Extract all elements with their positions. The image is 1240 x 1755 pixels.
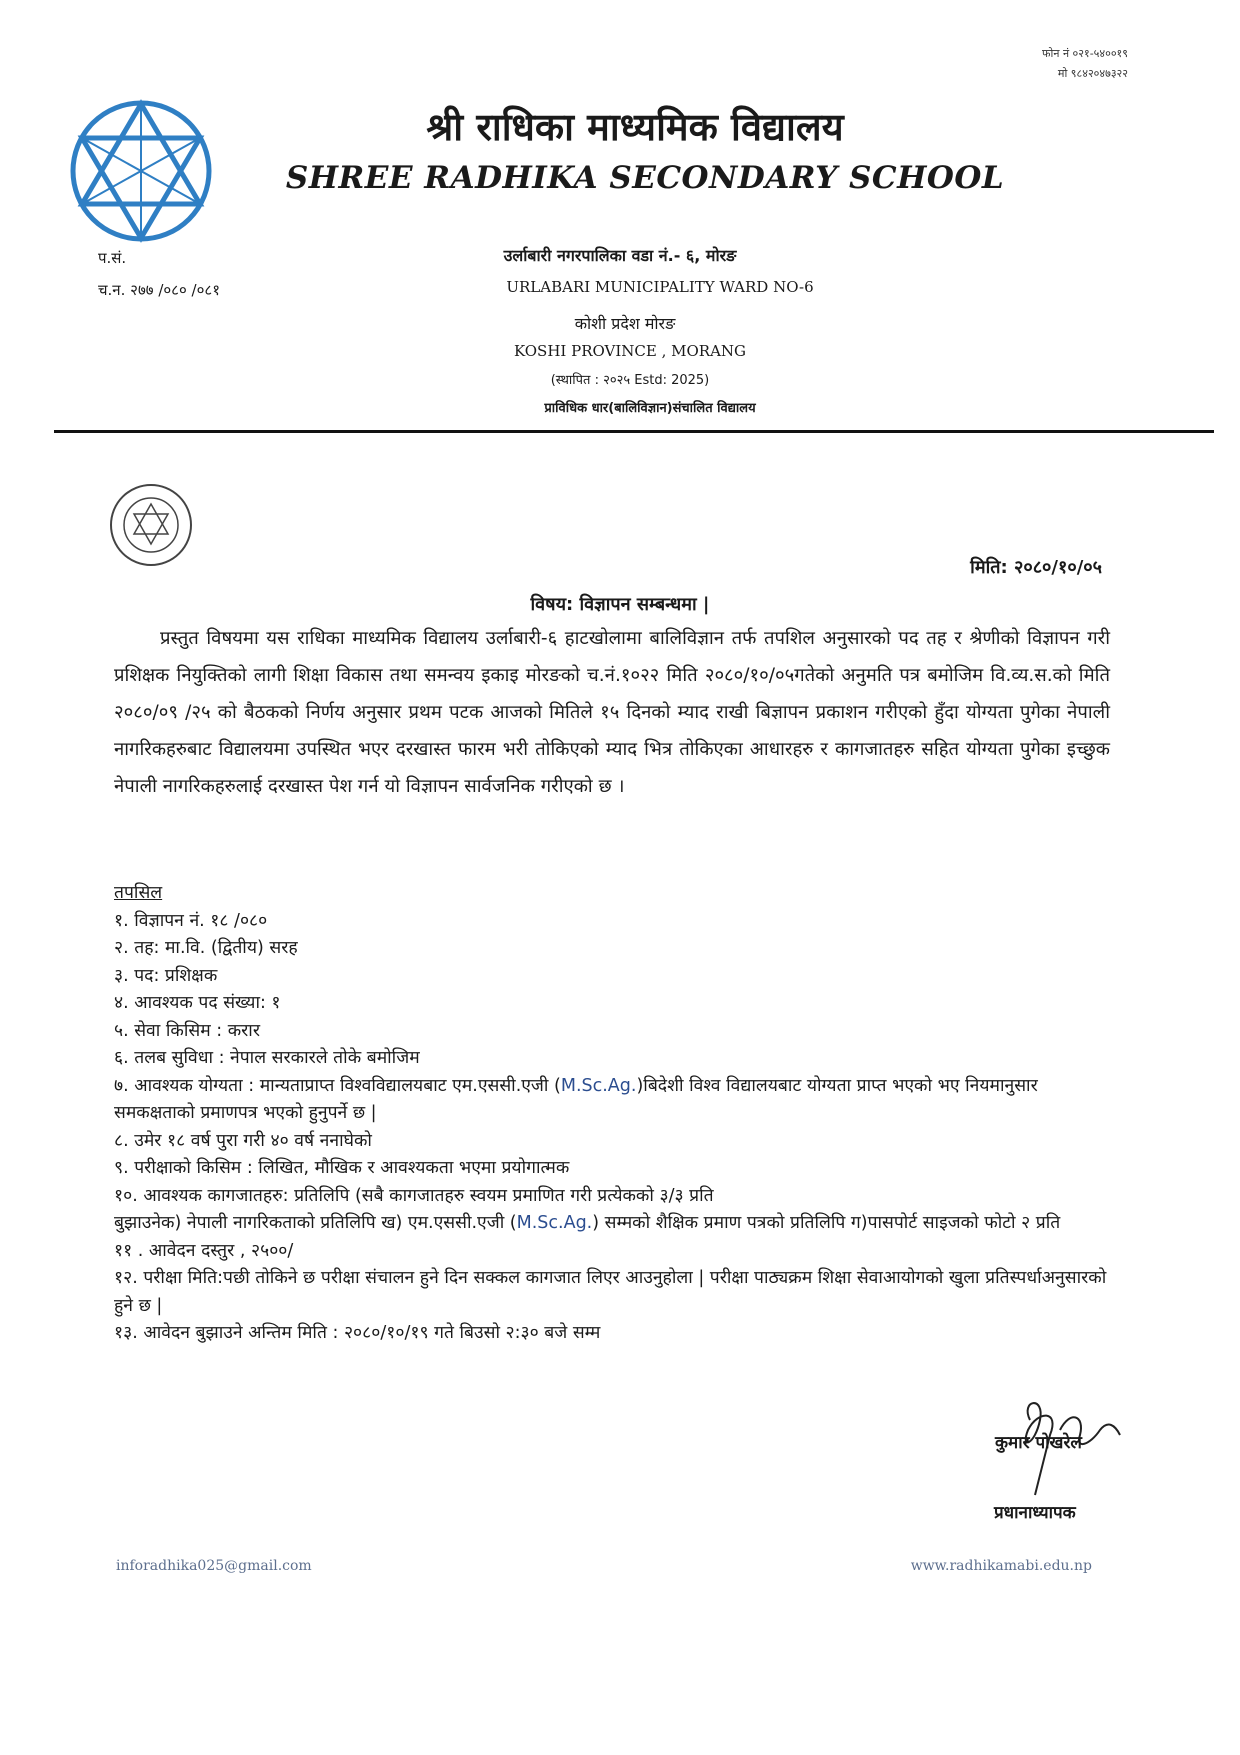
- list-item: ११ . आवेदन दस्तुर , २५००/: [114, 1240, 294, 1261]
- list-item: ५. सेवा किसिम : करार: [114, 1020, 260, 1041]
- list-item: १. विज्ञापन नं. १८ /०८०: [114, 910, 268, 931]
- qualification-abbrev: M.Sc.Ag.: [516, 1213, 593, 1233]
- qualification-abbrev: M.Sc.Ag.: [560, 1075, 637, 1096]
- list-item: [114, 1073, 1124, 1128]
- list-item: ८. उमेर १८ वर्ष पुरा गरी ४० वर्ष ननाघेको: [114, 1130, 372, 1151]
- province-english: KOSHI PROVINCE , MORANG: [513, 342, 747, 360]
- list-item: ३. पद: प्रशिक्षक: [114, 965, 218, 986]
- details-list: [114, 880, 1124, 1348]
- list-item: ९. परीक्षाको किसिम : लिखित, मौखिक र आवश्यकता भएमा प्रयोगात्मक: [114, 1158, 570, 1178]
- letter-body: [114, 620, 1110, 805]
- list-item: ४. आवश्यक पद संख्या: १: [114, 993, 281, 1013]
- phone-number: फोन नं ०२१-५४००१९: [1042, 47, 1128, 60]
- list-item: १३. आवेदन बुझाउने अन्तिम मिति : २०८०/१०/१९ गते बिउसो २:३० बजे सम्म: [114, 1323, 601, 1343]
- list-item-text: ७. आवश्यक योग्यता : मान्यताप्राप्त विश्वविद्यालयबाट एम.एससी.एजी (: [114, 1075, 561, 1096]
- address-english: URLABARI MUNICIPALITY WARD NO-6: [506, 278, 814, 296]
- letter-subject: विषय: विज्ञापन सम्बन्धमा |: [530, 594, 710, 615]
- province-nepali: कोशी प्रदेश मोरङ: [574, 314, 676, 333]
- details-heading: तपसिल: [114, 883, 163, 903]
- list-item: १०. आवश्यक कागजातहरु: प्रतिलिपि (सबै कागजातहरु स्वयम प्रमाणित गरी प्रत्येकको ३/३ प्रति: [114, 1185, 714, 1206]
- contact-block: [1042, 44, 1128, 84]
- list-item-text: )बिदेशी विश्व विद्यालयबाट योग्यता प्राप्त भएको भए नियमानुसार समकक्षताको प्रमाणपत्र भएको हुनुपर्ने छ |: [114, 1075, 1038, 1123]
- signatory-name: कुमार पोखरेल: [995, 1433, 1082, 1453]
- school-seal-icon: [108, 482, 194, 568]
- footer-website[interactable]: www.radhikamabi.edu.np: [910, 1558, 1092, 1574]
- list-item: २. तह: मा.वि. (द्वितीय) सरह: [114, 938, 298, 958]
- school-name-nepali: श्री राधिका माध्यमिक विद्यालय: [426, 105, 844, 149]
- mobile-number: मो ९८४२०४७३२२: [1057, 67, 1128, 80]
- list-item: [114, 1210, 1124, 1238]
- school-tagline: प्राविधिक धार(बालिविज्ञान)संचालित विद्यालय: [544, 401, 756, 416]
- letter-body-text: प्रस्तुत विषयमा यस राधिका माध्यमिक विद्यालय उर्लाबारी-६ हाटखोलामा बालिविज्ञान तर्फ तपशिल अनुसारको पद तह र श्रेणीको विज्ञापन गरी प्रशिक्षक नियुक्तिको लागी शिक्षा विकास तथा समन्वय इकाइ मोरङको च.नं.१०२२ मिति २०८०/१०/०५गतेको अनुमति पत्र बमोजिम वि.व्य.स.को मिति २०८०/०९ /२५ को बैठकको निर्णय अनुसार प्रथम पटक आजको मितिले १५ दिनको म्याद राखी बिज्ञापन प्रकाशन गरीएको हुँदा योग्यता पुगेका नेपाली नागरिकहरुबाट विद्यालयमा उपस्थित भएर दरखास्त फारम भरी तोकिएको म्याद भित्र तोकिएका आधारहरु र कागजातहरु सहित योग्यता पुगेका इच्छुक नेपाली नागरिकहरुलाई दरखास्त पेश गर्न यो विज्ञापन सार्वजनिक गरीएको छ ।: [114, 628, 1110, 797]
- letter-date: मिति: २०८०/१०/०५: [970, 557, 1102, 578]
- reference-label: प.सं.: [98, 249, 127, 267]
- list-item-text: बुझाउनेक) नेपाली नागरिकताको प्रतिलिपि ख) एम.एससी.एजी (: [114, 1213, 517, 1233]
- footer-email[interactable]: inforadhika025@gmail.com: [116, 1558, 312, 1574]
- dispatch-number: च.न. २७७ /०८० /०८१: [98, 281, 220, 299]
- signatory-title: प्रधानाध्यापक: [994, 1503, 1076, 1523]
- header-divider: [54, 430, 1214, 433]
- list-item-text: ) सम्मको शैक्षिक प्रमाण पत्रको प्रतिलिपि ग)पासपोर्ट साइजको फोटो २ प्रति: [592, 1213, 1061, 1233]
- address-nepali: उर्लाबारी नगरपालिका वडा नं.- ६, मोरङ: [503, 246, 737, 265]
- established-year: (स्थापित : २०२५ Estd: 2025): [550, 373, 710, 388]
- list-item: १२. परीक्षा मिति:पछी तोकिने छ परीक्षा संचालन हुने दिन सक्कल कागजात लिएर आउनुहोला | परीक्षा पाठ्यक्रम शिक्षा सेवाआयोगको खुला प्रतिस्पर्धाअनुसारको हुने छ |: [114, 1268, 1107, 1316]
- school-name-english: SHREE RADHIKA SECONDARY SCHOOL: [285, 160, 1005, 196]
- list-item: ६. तलब सुविधा : नेपाल सरकारले तोके बमोजिम: [114, 1048, 420, 1068]
